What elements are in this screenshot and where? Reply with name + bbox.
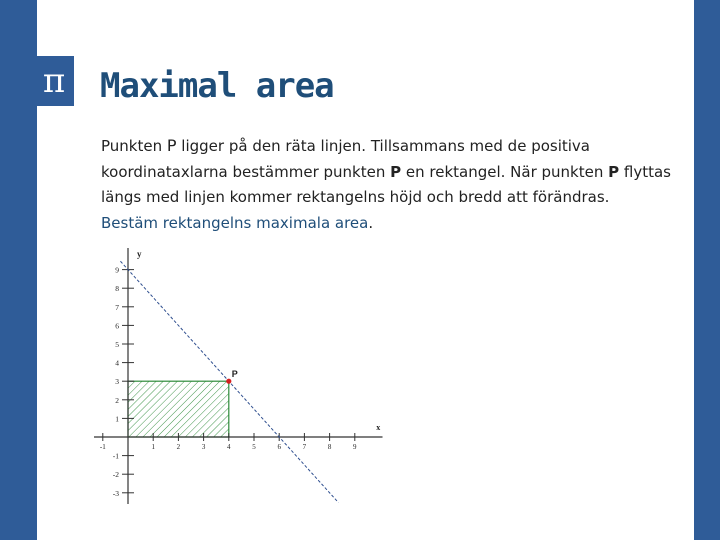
y-tick-label: 2 [115,395,119,405]
point-p-label: P [231,369,238,380]
y-tick-label: 3 [115,377,119,387]
y-tick-label: 9 [115,265,119,275]
coordinate-graph [88,244,388,506]
y-tick-label: 6 [115,321,119,331]
point-p-mention: P [166,136,177,155]
point-p-mention: P [608,162,620,181]
x-tick-label: 8 [327,443,332,451]
x-axis-label: x [376,423,381,432]
task-highlight: Bestäm rektangelns maximala area [101,213,369,232]
x-tick-label: 4 [227,443,231,451]
y-tick-label: -3 [112,488,119,498]
problem-text [101,133,671,236]
text-segment: en rektangel. När punkten [401,162,609,181]
pi-logo [34,56,74,106]
text-segment: flyttas längs med linjen kommer rektangelns höjd och bredd att förändras. [101,162,671,206]
y-tick-label: 1 [115,414,119,424]
pi-icon: π [42,61,66,101]
y-tick-label: 8 [115,284,119,294]
right-sidebar-band [697,0,720,540]
x-tick-label: 5 [252,443,256,451]
text-segment: . [368,213,374,232]
y-tick-label: 4 [115,358,119,368]
text-segment: ligger på den räta linjen. Tillsammans med de positiva koordinataxlarna bestämmer punkten [101,137,590,181]
hatched-rectangle [128,381,229,437]
x-tick-label: 3 [201,443,206,451]
slide-title: Maximal area [100,66,334,106]
x-tick-label: 1 [151,443,155,451]
y-axis-label: y [137,249,142,259]
text-segment: Punkten [101,137,167,155]
x-tick-label: -1 [99,443,106,451]
y-tick-label: -1 [112,451,119,461]
point-p-mention: P [390,162,402,181]
point-p [226,379,231,384]
y-tick-label: -2 [112,470,119,480]
x-tick-label: 7 [302,443,307,451]
left-sidebar-band [0,0,34,540]
x-tick-label: 6 [277,443,281,451]
x-tick-label: 2 [176,443,181,451]
y-tick-label: 7 [115,302,119,312]
x-tick-label: 9 [353,443,357,451]
y-tick-label: 5 [115,340,119,349]
